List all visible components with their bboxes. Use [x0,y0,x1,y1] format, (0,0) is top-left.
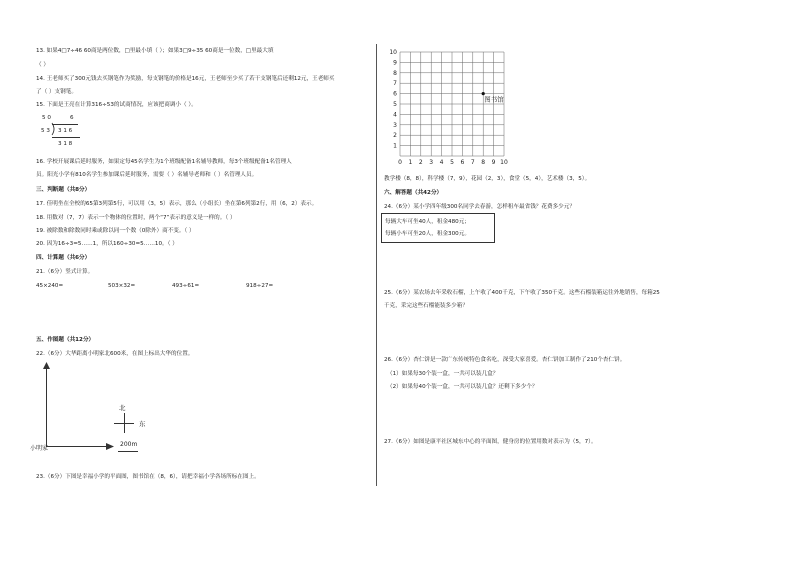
rental-info-box [381,213,495,243]
grid-y-tick: 4 [393,111,397,119]
division-product: 3 1 8 [58,141,73,147]
grid-y-tick: 8 [393,69,397,77]
calc-item: 918÷27= [246,283,274,289]
question-25-cont: 千克，采完这些石榴能装多少箱？ [384,303,468,309]
section-5-heading: 五、作图题（共12分） [36,337,95,343]
section-4-heading: 四、计算题（共6分） [36,255,91,261]
division-quotient: 6 [70,115,74,121]
division-underline [52,137,80,138]
grid-x-tick: 10 [500,159,508,166]
section-6-heading: 六、解答题（共42分） [384,190,443,196]
grid-x-tick: 8 [481,159,486,166]
question-15: 15. 下面是王亮在计算316÷53的试商情况，应该把商调小（ ）。 [36,102,197,108]
compass-horizontal [114,423,134,424]
question-16: 16. 学校开展课后延时服务，如果定每45名学生为1个班级配备1名辅导教师，每3个班级配备1名管理人 [36,159,292,165]
division-divisor: 5 3 [41,128,50,134]
grid-point-label: 图书馆 [484,95,504,104]
question-26-part1: （1）如果每30个装一盒，一共可以装几盒？ [387,371,499,377]
rental-line-large: 每辆大车可坐40人，租金480元； [385,219,470,225]
question-13-blank: （ ） [36,62,49,68]
question-19: 19. 被除数和除数同时乘或除以同一个数（0除外）商不变。（ ） [36,228,195,234]
map-horizontal-axis [46,446,108,447]
question-26: 26.（6分）杏仁饼是一款广东传统特色食名吃，深受大家喜爱。杏仁饼加工制作了210个杏仁饼。 [384,357,626,363]
east-arrowhead-icon [106,442,114,451]
scale-bar [118,451,138,452]
grid-x-tick: 2 [418,159,423,166]
question-17: 17. 佳明坐在全校的65第3列第5行，可以用（3，5）表示，那么（小组长）坐在第6列第2行，用（6，2）表示。 [36,201,318,207]
section-3-heading: 三、判断题（共8分） [36,187,91,193]
grid-x-tick: 5 [450,159,454,166]
grid-x-tick: 0 [398,159,402,166]
north-arrowhead-icon [42,362,51,370]
grid-y-tick: 1 [393,142,397,150]
question-13: 13. 如果4□7÷46 60商是两位数，□里最小填（ ）；如果3□9÷35 60商是一位数，□里最大填 [36,48,274,54]
question-18: 18. 用数对（7，7）表示一个物体的位置时，两个“7”表示的意义是一样的。（ ） [36,215,236,221]
compass-north-label: 北 [119,404,126,412]
scale-label: 200m [120,441,138,448]
grid-y-tick: 6 [393,90,397,98]
compass-east-label: 东 [139,420,146,428]
division-trial-quotient: 5 0 [42,115,51,121]
calc-item: 493÷61= [172,283,200,289]
division-dividend: 3 1 6 [58,128,73,134]
grid-x-tick: 3 [429,159,434,166]
grid-x-tick: 4 [439,159,444,166]
grid-y-tick: 7 [393,80,397,88]
map-vertical-axis [46,366,47,446]
home-label: 小明家 [30,445,49,452]
grid-y-tick: 5 [393,101,397,108]
question-23: 23.（6分）下图是幸福小学的平面图，图书馆在（8，6），请把幸福小学各场所标在图上。 [36,474,260,480]
question-16-cont: 员。阳光小学有810名学生参加课后延时服务，需要（ ）名辅导老师和（ ）名管理人员。 [36,172,258,178]
grid-x-tick: 6 [460,159,465,166]
calc-item: 45×240= [36,283,64,289]
question-26-part2: （2）如果每40个装一盒，一共可以装几盒？还剩下多少个？ [387,384,538,390]
grid-y-tick: 3 [393,121,397,129]
grid-y-tick: 10 [389,49,397,56]
grid-x-tick: 9 [491,159,496,166]
question-25: 25.（6分）某农场去年采收石榴，上午收了400千克，下午收了350千克。这些石榴装箱运往外地销售，每箱25 [384,290,660,296]
grid-x-tick: 1 [408,159,413,166]
grid-y-tick: 9 [393,59,397,67]
question-14: 14. 王老师买了300元钱去买钢笔作为奖励，每支钢笔的价格是16元，王老师至少买了若干支钢笔后还剩12元，王老师买 [36,76,335,82]
question-22: 22.（6分）大华距离小明家北600米，在图上标出大华的位置。 [36,351,194,357]
question-20: 20. 因为16÷3=5……1，所以160÷30=5……10。（ ） [36,241,178,247]
rental-line-small: 每辆小车可坐20人，租金300元。 [385,231,470,237]
grid-x-tick: 7 [470,159,475,166]
column-divider [376,44,377,486]
question-21: 21.（6分）竖式计算。 [36,269,94,275]
grid-y-tick: 2 [393,132,397,140]
calc-item: 503×32= [108,283,136,289]
coordinate-grid [384,48,514,170]
place-coordinates: 教学楼（8，8），科学楼（7，9），花园（2，3），食堂（5，4），艺术楼（3，5）。 [384,176,591,182]
question-24: 24.（6分）某小学四年级300名同学去春游，怎样租车最省钱？花费多少元？ [384,204,575,210]
question-27: 27.（6分）如图是康平社区城东中心的平面图，健身房的位置用数对表示为（5，7）。 [384,439,597,445]
division-bracket [49,122,57,136]
question-14-cont: 了（ ）支钢笔。 [36,89,77,95]
